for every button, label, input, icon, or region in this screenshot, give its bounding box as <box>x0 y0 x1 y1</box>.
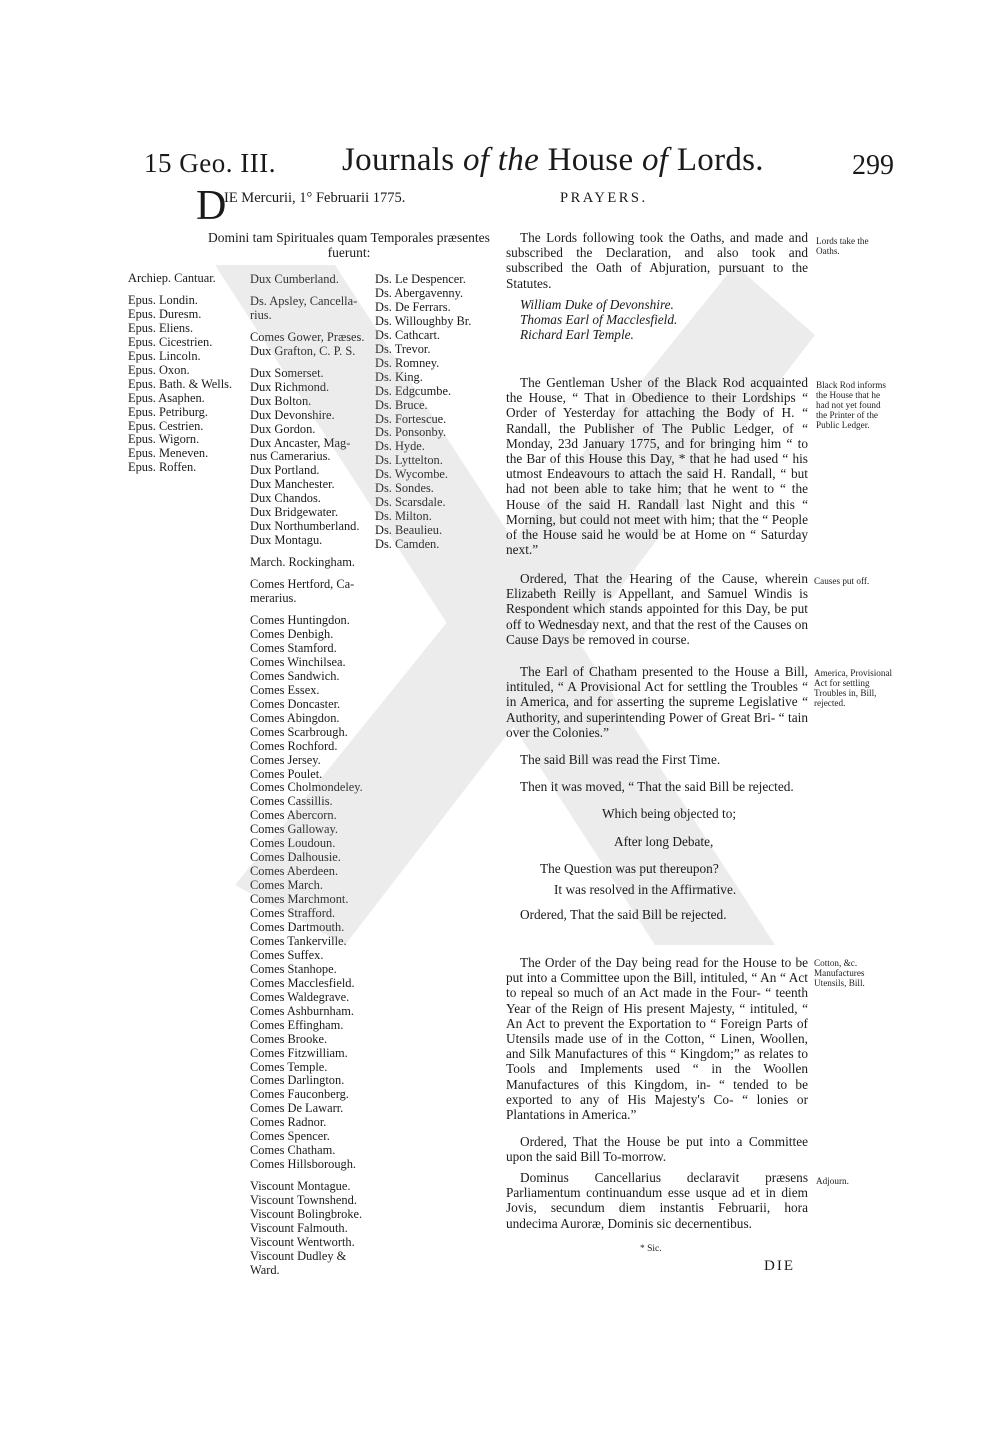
america-bill-paragraph <box>506 664 808 922</box>
adjournment-text: Dominus Cancellarius declaravit præsens Parliamentum continuandum esse usque ad et in diem Jovis, secundum diem instantis Februarii, hora undecima Auroræ, Dominis sic decernentibus. <box>506 1170 808 1231</box>
list-item: Epus. Bath. & Wells. <box>128 376 233 391</box>
list-item: Comes Stamford. <box>250 640 337 655</box>
debate-line: After long Debate, <box>614 833 714 849</box>
margin-note-black-rod: Black Rod informs the House that he had not yet found the Printer of the Public Ledger. <box>816 380 886 430</box>
margin-note-america: America, Provisional Act for settling Troubles in, Bill, rejected. <box>814 668 893 708</box>
list-item: Dux Portland. <box>250 463 320 478</box>
list-item: Ds. Le Despencer. <box>375 272 466 286</box>
list-item: Epus. Lincoln. <box>128 348 201 363</box>
list-item: Comes Dalhousie. <box>250 850 341 865</box>
list-item: Comes Sandwich. <box>250 668 340 683</box>
prayers-heading: PRAYERS. <box>560 190 648 206</box>
list-item: Comes Fauconberg. <box>250 1087 349 1102</box>
list-item: nus Camerarius. <box>250 449 331 464</box>
cotton-bill-paragraph <box>506 955 808 1165</box>
list-item: Comes March. <box>250 878 323 893</box>
list-item: Dux Manchester. <box>250 477 335 492</box>
list-item: Epus. Petriburg. <box>128 404 208 419</box>
list-item: Ds. Milton. <box>375 509 432 524</box>
lords-temporal-column <box>250 273 364 1278</box>
margin-note-cotton: Cotton, &c. Manufactures Utensils, Bill. <box>814 958 865 988</box>
title-journals: Journals <box>342 142 455 178</box>
list-item: Dux Bridgewater. <box>250 505 339 520</box>
list-item: Dux Somerset. <box>250 365 324 380</box>
list-item: Epus. Wigorn. <box>128 432 200 447</box>
list-item: Ds. De Ferrars. <box>375 299 451 314</box>
list-item: Ds. Lyttelton. <box>375 453 443 468</box>
list-item: Comes De Lawarr. <box>250 1101 344 1116</box>
list-item: Dux Richmond. <box>250 379 330 394</box>
list-item: Viscount Dudley & <box>250 1248 347 1263</box>
list-item: Ds. Ponsonby. <box>375 425 447 440</box>
list-item: Thomas Earl of Macclesfield. <box>520 312 678 328</box>
list-item: Comes Macclesfield. <box>250 975 355 990</box>
list-item: Epus. Cicestrien. <box>128 334 213 349</box>
margin-note-causes: Causes put off. <box>814 576 870 586</box>
list-item: Epus. Cestrien. <box>128 418 204 433</box>
title-the: the <box>497 142 540 178</box>
barons-column <box>375 273 471 552</box>
list-item: merarius. <box>250 591 297 606</box>
list-item: Viscount Bolingbroke. <box>250 1207 363 1222</box>
list-item: Comes Tankerville. <box>250 933 347 948</box>
oaths-paragraph <box>506 230 808 342</box>
list-item: Viscount Falmouth. <box>250 1221 348 1235</box>
title-lords: Lords. <box>676 142 764 178</box>
list-item: Comes Cholmondeley. <box>250 780 363 795</box>
adjournment-paragraph <box>506 1170 808 1231</box>
list-item: Comes Loudoun. <box>250 836 336 851</box>
list-item: Richard Earl Temple. <box>520 327 634 343</box>
list-item: Comes Hertford, Ca- <box>250 577 355 592</box>
list-item: Comes Chatham. <box>250 1143 336 1158</box>
list-item: Comes Huntingdon. <box>250 613 350 628</box>
list-item: Comes Hillsborough. <box>250 1157 357 1172</box>
list-item: Comes Stanhope. <box>250 961 337 976</box>
list-item: Comes Effingham. <box>250 1017 344 1032</box>
list-item: Comes Jersey. <box>250 752 321 767</box>
list-item: Dux Grafton, C. P. S. <box>250 343 356 358</box>
list-item: Ward. <box>250 1262 280 1277</box>
list-item: Ds. Fortescue. <box>375 411 447 426</box>
list-item: Comes Brooke. <box>250 1031 328 1046</box>
list-item: Epus. Meneven. <box>128 446 209 461</box>
list-item: Ds. Sondes. <box>375 481 434 496</box>
list-item: William Duke of Devonshire. <box>520 296 674 312</box>
list-item: Comes Essex. <box>250 682 320 697</box>
lords-spiritual-column <box>128 272 232 475</box>
list-item: Dux Northumberland. <box>250 519 360 534</box>
lords-present-heading: Domini tam Spirituales quam Temporales præsentes fuerunt: <box>208 230 490 260</box>
list-item: Ds. Edgcumbe. <box>375 383 452 398</box>
list-item: Comes Abercorn. <box>250 808 337 823</box>
regnal-year-header: 15 Geo. III. <box>144 148 276 178</box>
margin-note-adjourn: Adjourn. <box>816 1176 849 1186</box>
list-item: Viscount Wentworth. <box>250 1234 355 1249</box>
list-item: Comes Waldegrave. <box>250 989 350 1004</box>
list-item: Dux Gordon. <box>250 421 316 436</box>
list-item: Dux Montagu. <box>250 533 323 548</box>
list-item: Comes Radnor. <box>250 1115 327 1130</box>
list-item: Ds. Apsley, Cancella- <box>250 293 358 308</box>
list-item: Comes Abingdon. <box>250 710 340 725</box>
list-item: Ds. Camden. <box>375 537 440 552</box>
list-item: Viscount Montague. <box>250 1179 351 1194</box>
list-item: Comes Gower, Præses. <box>250 329 365 344</box>
list-item: Comes Scarbrough. <box>250 724 348 739</box>
motion-reject-line: Then it was moved, “ That the said Bill be rejected. <box>520 779 794 795</box>
list-item: Ds. Beaulieu. <box>375 523 443 538</box>
session-date: IE Mercurii, 1° Februarii 1775. <box>224 190 406 206</box>
list-item: Ds. Cathcart. <box>375 327 441 342</box>
title-of: of <box>462 142 490 178</box>
list-item: Comes Rochford. <box>250 738 338 753</box>
list-item: Ds. Bruce. <box>375 397 428 412</box>
first-reading-line: The said Bill was read the First Time. <box>520 752 721 768</box>
list-item: Dux Ancaster, Mag- <box>250 435 351 450</box>
list-item: Comes Darlington. <box>250 1073 345 1088</box>
list-item: Comes Suffex. <box>250 947 324 962</box>
list-item: Dux Chandos. <box>250 491 321 506</box>
list-item: Comes Marchmont. <box>250 892 349 907</box>
list-item: Ds. Abergavenny. <box>375 285 464 300</box>
list-item: Comes Doncaster. <box>250 696 341 711</box>
list-item: Comes Denbigh. <box>250 626 334 641</box>
list-item: Dux Devonshire. <box>250 407 335 422</box>
list-item: Epus. Eliens. <box>128 320 194 335</box>
objection-line: Which being objected to; <box>602 806 737 822</box>
title-house: House <box>547 142 634 178</box>
question-line: The Question was put thereupon? <box>540 860 719 876</box>
list-item: Ds. Wycombe. <box>375 467 449 482</box>
list-item: Epus. Londin. <box>128 292 198 307</box>
list-item: Epus. Roffen. <box>128 460 197 475</box>
list-item: Comes Poulet. <box>250 766 323 781</box>
list-item: Ds. Hyde. <box>375 439 425 454</box>
list-item: Comes Fitzwilliam. <box>250 1045 348 1060</box>
list-item: Comes Spencer. <box>250 1129 330 1144</box>
list-item: Comes Winchilsea. <box>250 654 346 669</box>
list-item: Dux Cumberland. <box>250 272 339 286</box>
list-item: March. Rockingham. <box>250 555 355 570</box>
list-item: Ds. Trevor. <box>375 341 431 356</box>
list-item: Archiep. Cantuar. <box>128 271 216 285</box>
page-number: 299 <box>852 150 894 181</box>
list-item: Epus. Asaphen. <box>128 390 205 405</box>
list-item: Dux Bolton. <box>250 393 312 408</box>
catchword: DIE <box>764 1258 795 1274</box>
margin-note-oaths: Lords take the Oaths. <box>816 236 869 256</box>
list-item: Ds. King. <box>375 369 423 384</box>
list-item: rius. <box>250 307 272 322</box>
list-item: Epus. Duresm. <box>128 306 202 321</box>
black-rod-text: The Gentleman Usher of the Black Rod acquainted the House, “ That in Obedience to their Lordships “ Order of Yesterday for attaching the Body of H. “ Randall, the Publisher of The Public Ledger, of “ Monday, 23d January 1775, and for bringing him “ to the Bar of this House this Day, * that he had used “ his utmost Endeavours to attach the said H. Randall, “ but had not been able to take him; that he went to “ the House of the said H. Randall last Night and this “ Morning, but could not meet with him; that the “ People of the House said he would be at Home on “ Saturday next.” <box>506 375 808 558</box>
order-reject-line: Ordered, That the said Bill be rejected. <box>520 907 727 923</box>
list-item: Ds. Willoughby Br. <box>375 313 472 328</box>
cotton-bill-text: The Order of the Day being read for the House to be put into a Committee upon the Bill, intituled, “ An “ Act to repeal so much of an Act made in the Four- “ teenth Year of the Reign of His present Majesty, “ intituled, “ An Act to prevent the Exportation to “ Foreign Parts of Utensils made use of in the Cotton, “ Linen, Woollen, and Silk Manufactures of this “ Kingdom;” as relates to Tools and Implements used “ in the Woollen Manufactures of this Kingdom, in- “ tended to be exported to any of His Majesty's Co- “ lonies or Plantations in America.” <box>506 955 808 1123</box>
list-item: Comes Temple. <box>250 1059 328 1074</box>
list-item: Comes Aberdeen. <box>250 864 339 879</box>
america-bill-text: The Earl of Chatham presented to the House a Bill, intituled, “ A Provisional Act for settling the Troubles “ in America, and for asserting the supreme Legislative “ Authority, and superintending Power of Great Bri- “ tain over the Colonies.” <box>506 664 808 740</box>
list-item: Comes Ashburnham. <box>250 1003 354 1018</box>
list-item: Comes Strafford. <box>250 906 336 921</box>
committee-order: Ordered, That the House be put into a Committee upon the said Bill To-morrow. <box>506 1134 808 1165</box>
causes-paragraph <box>506 571 808 647</box>
list-item: Comes Galloway. <box>250 822 338 837</box>
list-item: Epus. Oxon. <box>128 362 190 377</box>
list-item: Ds. Scarsdale. <box>375 495 446 510</box>
causes-text: Ordered, That the Hearing of the Cause, wherein Elizabeth Reilly is Appellant, and Samuel Windis is Respondent which stands appointed for this Day, be put off to Wednesday next, and that the rest of the Causes on Cause Days be removed in course. <box>506 571 808 647</box>
oath-takers-list <box>520 297 808 343</box>
dropcap-letter: D <box>196 183 227 229</box>
footnote: * Sic. <box>640 1244 662 1254</box>
oaths-text: The Lords following took the Oaths, and made and subscribed the Declaration, and also took and subscribed the Oath of Abjuration, pursuant to the Statutes. <box>506 230 808 291</box>
title-of-2: of <box>641 142 669 178</box>
list-item: Comes Dartmouth. <box>250 919 345 934</box>
journal-title <box>342 142 764 179</box>
black-rod-paragraph <box>506 375 808 557</box>
list-item: Ds. Romney. <box>375 355 440 370</box>
resolved-line: It was resolved in the Affirmative. <box>554 882 737 898</box>
list-item: Comes Cassillis. <box>250 794 333 809</box>
list-item: Viscount Townshend. <box>250 1193 357 1208</box>
